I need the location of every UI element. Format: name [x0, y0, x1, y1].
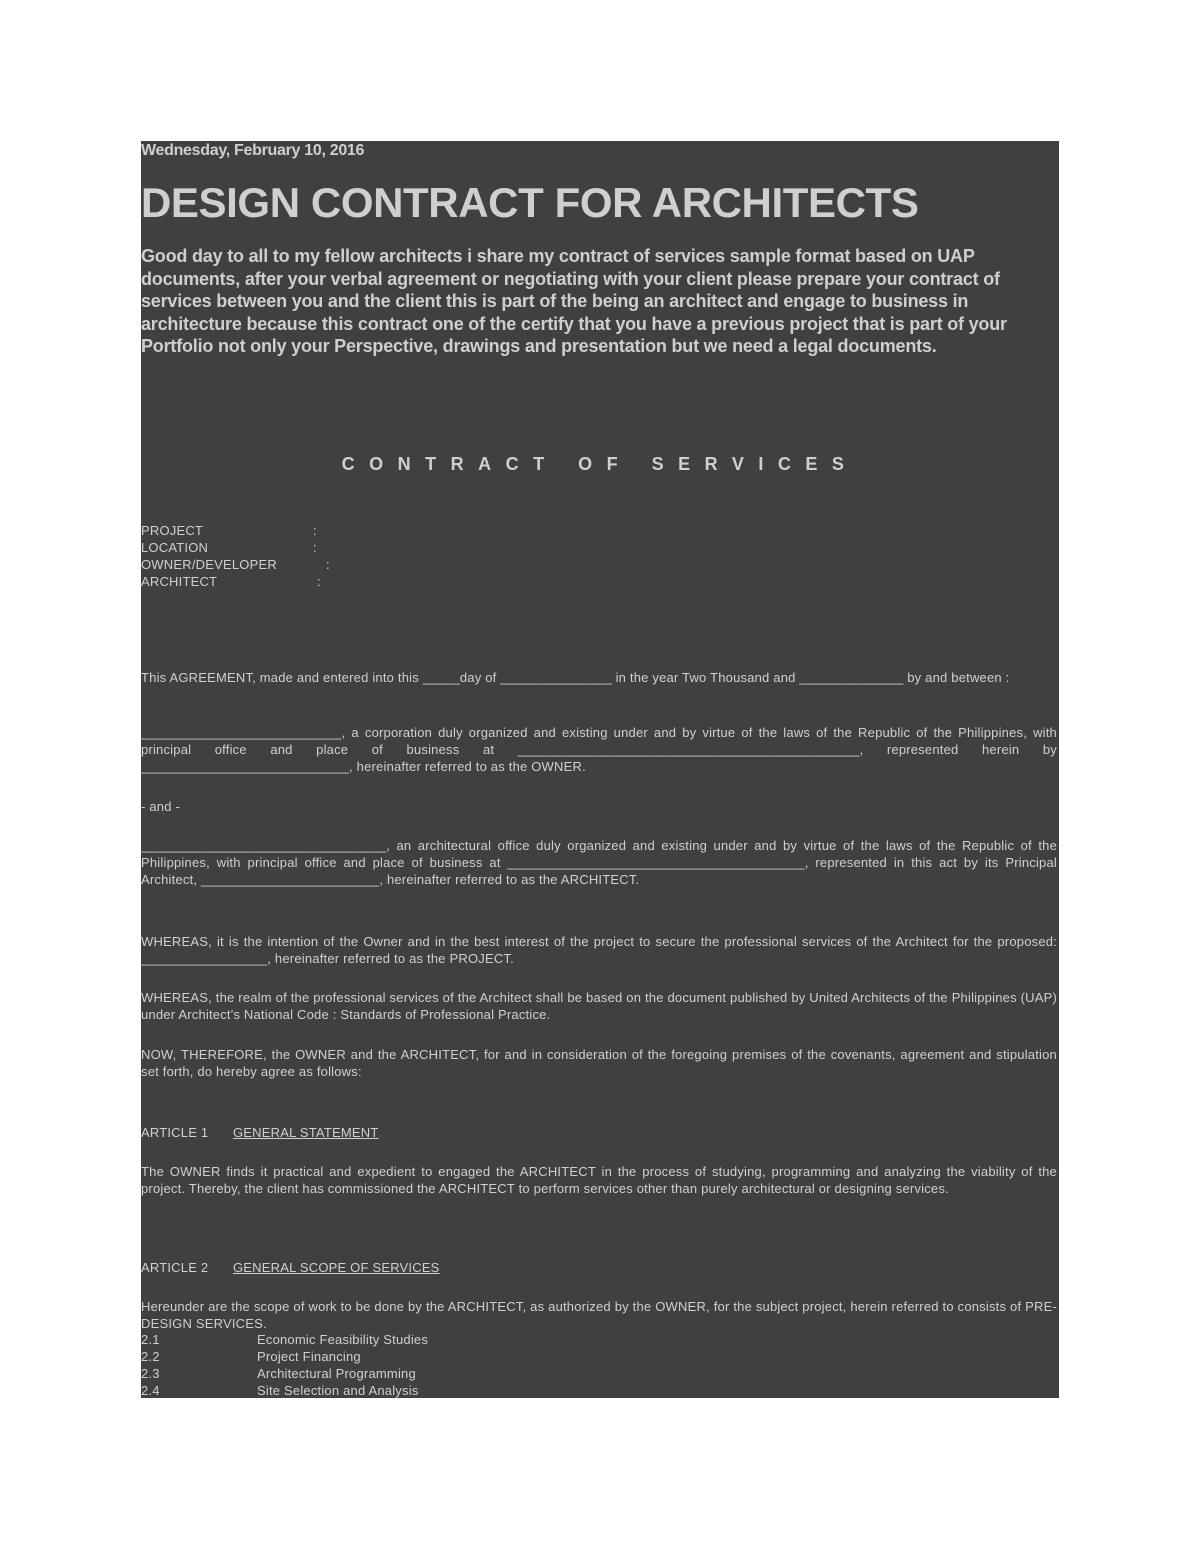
article-number: ARTICLE 2: [141, 1260, 209, 1275]
therefore-paragraph: NOW, THEREFORE, the OWNER and the ARCHITECT, for and in consideration of the foregoing premises of the covenants, agreement and stipulation set forth, do hereby agree as follows:: [141, 1047, 1057, 1079]
field-label: OWNER/DEVELOPER: [141, 557, 277, 572]
intro-paragraph: Good day to all to my fellow architects i share my contract of services sample format based on UAP documents, after your verbal agreement or negotiating with your client please prepare your contract of services between you and the client this is part of the being an architect and engage to business in architecture because this contract one of the certify that you have a previous project that is part of your Portfolio not only your Perspective, drawings and presentation but we need a legal documents.: [141, 246, 1007, 357]
field-label: PROJECT: [141, 523, 204, 538]
list-item-text: Site Selection and Analysis: [257, 1383, 419, 1398]
article-title: GENERAL STATEMENT: [233, 1125, 379, 1140]
article-2-body: Hereunder are the scope of work to be done by the ARCHITECT, as authorized by the OWNER, for the subject project, herein referred to consists of PRE-DESIGN SERVICES.: [141, 1299, 1057, 1331]
field-colon: :: [317, 574, 321, 589]
contract-heading: CONTRACT OF SERVICES: [341, 454, 859, 474]
whereas-paragraph-2: WHEREAS, the realm of the professional services of the Architect shall be based on the document published by United Architects of the Philippines (UAP) under Architect's National Code : Standards of Professional Practice.: [141, 990, 1057, 1022]
list-item-number: 2.2: [141, 1349, 160, 1364]
article-2-heading: [141, 1259, 440, 1276]
list-item-text: Architectural Programming: [257, 1366, 416, 1381]
list-item-text: Project Financing: [257, 1349, 361, 1364]
article-1-body: The OWNER finds it practical and expedient to engaged the ARCHITECT in the process of studying, programming and analyzing the viability of the project. Thereby, the client has commissioned the ARCHITECT to perform services other than purely architectural or designing services.: [141, 1164, 1057, 1196]
field-label: LOCATION: [141, 540, 209, 555]
and-separator: - and -: [141, 799, 180, 814]
article-title: GENERAL SCOPE OF SERVICES: [233, 1260, 440, 1275]
list-item-number: 2.4: [141, 1383, 160, 1398]
field-colon: :: [326, 557, 330, 572]
owner-paragraph: ___________________________, a corporation duly organized and existing under and by virtue of the laws of the Republic of the Philippines, with principal office and place of business at ______________________________________________, represented herein by ____________________________, hereinafter referred to as the OWNER.: [141, 725, 1057, 774]
field-colon: :: [313, 540, 317, 555]
field-label: ARCHITECT: [141, 574, 218, 589]
post-date: Wednesday, February 10, 2016: [141, 142, 365, 159]
list-item-text: Economic Feasibility Studies: [257, 1332, 429, 1347]
architect-paragraph: _________________________________, an architectural office duly organized and existing under and by virtue of the laws of the Republic of the Philippines, with principal office and place of business at ________________________________________, represented in this act by its Principal Architect, ________________________, hereinafter referred to as the ARCHITECT.: [141, 838, 1057, 887]
article-number: ARTICLE 1: [141, 1125, 209, 1140]
document-page: [141, 141, 1059, 1398]
page-title: DESIGN CONTRACT FOR ARCHITECTS: [141, 179, 919, 226]
list-item-number: 2.1: [141, 1332, 160, 1347]
list-item-number: 2.3: [141, 1366, 160, 1381]
article-1-heading: [141, 1124, 378, 1141]
field-colon: :: [313, 523, 317, 538]
whereas-paragraph-1: WHEREAS, it is the intention of the Owner and in the best interest of the project to secure the professional services of the Architect for the proposed: _________________, hereinafter referred to as the PROJECT.: [141, 934, 1057, 966]
agreement-paragraph: This AGREEMENT, made and entered into this _____day of _______________ in the year Two Thousand and ______________ by and between :: [141, 670, 1010, 685]
